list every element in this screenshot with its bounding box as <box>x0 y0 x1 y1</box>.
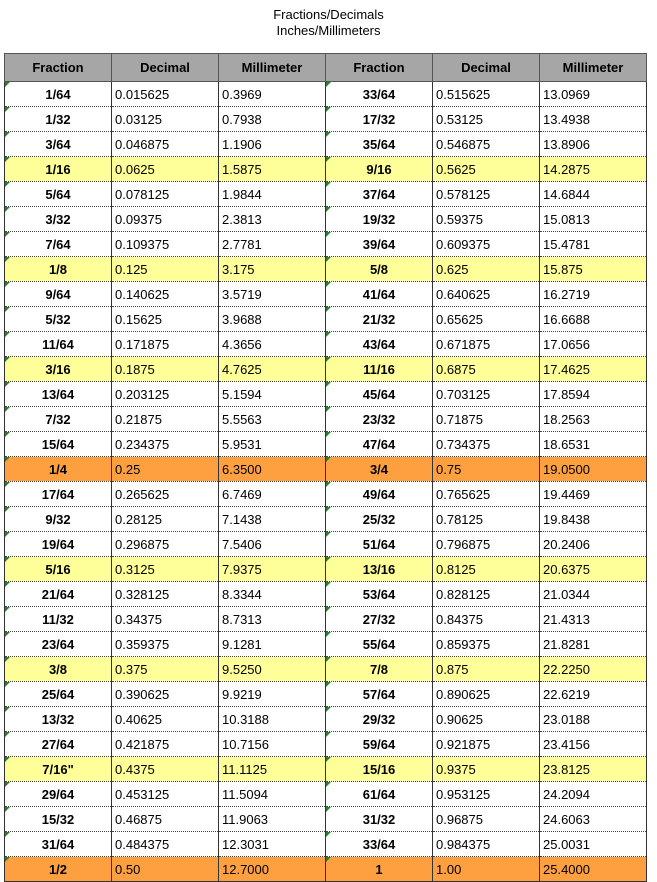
decimal-cell: 0.50 <box>112 857 219 882</box>
decimal-cell: 0.09375 <box>112 207 219 232</box>
table-row <box>5 182 647 207</box>
fraction-cell: 17/64 <box>5 482 112 507</box>
millimeter-cell: 3.9688 <box>219 307 326 332</box>
table-row <box>5 707 647 732</box>
fraction-cell: 29/64 <box>5 782 112 807</box>
table-row <box>5 207 647 232</box>
table-row <box>5 457 647 482</box>
table-row <box>5 357 647 382</box>
millimeter-cell: 15.875 <box>540 257 647 282</box>
table-row <box>5 132 647 157</box>
table-row <box>5 82 647 107</box>
table-row <box>5 757 647 782</box>
fraction-cell: 3/32 <box>5 207 112 232</box>
decimal-cell: 0.796875 <box>433 532 540 557</box>
fraction-cell: 1 <box>326 857 433 882</box>
millimeter-cell: 10.3188 <box>219 707 326 732</box>
fraction-cell: 11/16 <box>326 357 433 382</box>
page-title: Fractions/Decimals <box>273 7 384 22</box>
fraction-cell: 19/64 <box>5 532 112 557</box>
table-row <box>5 382 647 407</box>
millimeter-cell: 14.2875 <box>540 157 647 182</box>
decimal-cell: 0.078125 <box>112 182 219 207</box>
decimal-cell: 0.140625 <box>112 282 219 307</box>
millimeter-cell: 23.0188 <box>540 707 647 732</box>
decimal-cell: 0.78125 <box>433 507 540 532</box>
fraction-cell: 7/16" <box>5 757 112 782</box>
decimal-cell: 0.65625 <box>433 307 540 332</box>
millimeter-cell: 1.5875 <box>219 157 326 182</box>
decimal-cell: 0.421875 <box>112 732 219 757</box>
table-row <box>5 407 647 432</box>
fraction-cell: 5/8 <box>326 257 433 282</box>
decimal-cell: 0.28125 <box>112 507 219 532</box>
millimeter-cell: 24.6063 <box>540 807 647 832</box>
table-row <box>5 507 647 532</box>
decimal-cell: 0.265625 <box>112 482 219 507</box>
decimal-cell: 0.390625 <box>112 682 219 707</box>
fraction-cell: 47/64 <box>326 432 433 457</box>
fraction-cell: 43/64 <box>326 332 433 357</box>
decimal-cell: 0.53125 <box>433 107 540 132</box>
millimeter-cell: 15.0813 <box>540 207 647 232</box>
page-subtitle: Inches/Millimeters <box>276 23 381 38</box>
fraction-cell: 15/32 <box>5 807 112 832</box>
decimal-cell: 0.234375 <box>112 432 219 457</box>
decimal-cell: 0.953125 <box>433 782 540 807</box>
fraction-cell: 7/32 <box>5 407 112 432</box>
decimal-cell: 0.734375 <box>433 432 540 457</box>
millimeter-cell: 17.0656 <box>540 332 647 357</box>
fraction-cell: 1/16 <box>5 157 112 182</box>
fraction-cell: 13/64 <box>5 382 112 407</box>
table-row <box>5 332 647 357</box>
millimeter-cell: 9.1281 <box>219 632 326 657</box>
decimal-cell: 0.765625 <box>433 482 540 507</box>
decimal-cell: 0.59375 <box>433 207 540 232</box>
fraction-cell: 1/8 <box>5 257 112 282</box>
header-millimeter-left: Millimeter <box>219 54 326 82</box>
fraction-cell: 9/64 <box>5 282 112 307</box>
fraction-cell: 55/64 <box>326 632 433 657</box>
decimal-cell: 0.03125 <box>112 107 219 132</box>
millimeter-cell: 3.5719 <box>219 282 326 307</box>
header-fraction-left: Fraction <box>5 54 112 82</box>
header-decimal-left: Decimal <box>112 54 219 82</box>
millimeter-cell: 11.9063 <box>219 807 326 832</box>
table-row <box>5 832 647 857</box>
millimeter-cell: 21.0344 <box>540 582 647 607</box>
decimal-cell: 0.546875 <box>433 132 540 157</box>
fraction-cell: 3/8 <box>5 657 112 682</box>
millimeter-cell: 20.2406 <box>540 532 647 557</box>
millimeter-cell: 5.1594 <box>219 382 326 407</box>
millimeter-cell: 5.5563 <box>219 407 326 432</box>
millimeter-cell: 11.5094 <box>219 782 326 807</box>
fraction-cell: 17/32 <box>326 107 433 132</box>
millimeter-cell: 12.3031 <box>219 832 326 857</box>
table-row <box>5 782 647 807</box>
table-row <box>5 582 647 607</box>
table-row <box>5 257 647 282</box>
decimal-cell: 0.625 <box>433 257 540 282</box>
header-decimal-right: Decimal <box>433 54 540 82</box>
millimeter-cell: 13.4938 <box>540 107 647 132</box>
header-millimeter-right: Millimeter <box>540 54 647 82</box>
decimal-cell: 0.3125 <box>112 557 219 582</box>
decimal-cell: 0.859375 <box>433 632 540 657</box>
decimal-cell: 0.15625 <box>112 307 219 332</box>
millimeter-cell: 1.9844 <box>219 182 326 207</box>
header-fraction-right: Fraction <box>326 54 433 82</box>
millimeter-cell: 19.4469 <box>540 482 647 507</box>
decimal-cell: 0.828125 <box>433 582 540 607</box>
decimal-cell: 0.90625 <box>433 707 540 732</box>
decimal-cell: 0.109375 <box>112 232 219 257</box>
decimal-cell: 0.640625 <box>433 282 540 307</box>
decimal-cell: 0.171875 <box>112 332 219 357</box>
millimeter-cell: 21.4313 <box>540 607 647 632</box>
table-row <box>5 807 647 832</box>
conversion-table <box>4 53 647 882</box>
millimeter-cell: 23.4156 <box>540 732 647 757</box>
fraction-cell: 21/32 <box>326 307 433 332</box>
fraction-cell: 31/64 <box>5 832 112 857</box>
millimeter-cell: 25.4000 <box>540 857 647 882</box>
fraction-cell: 59/64 <box>326 732 433 757</box>
fraction-cell: 33/64 <box>326 82 433 107</box>
decimal-cell: 0.359375 <box>112 632 219 657</box>
fraction-cell: 13/16 <box>326 557 433 582</box>
decimal-cell: 0.71875 <box>433 407 540 432</box>
millimeter-cell: 14.6844 <box>540 182 647 207</box>
millimeter-cell: 21.8281 <box>540 632 647 657</box>
millimeter-cell: 16.2719 <box>540 282 647 307</box>
millimeter-cell: 19.0500 <box>540 457 647 482</box>
decimal-cell: 0.21875 <box>112 407 219 432</box>
millimeter-cell: 17.8594 <box>540 382 647 407</box>
millimeter-cell: 6.3500 <box>219 457 326 482</box>
millimeter-cell: 10.7156 <box>219 732 326 757</box>
millimeter-cell: 7.9375 <box>219 557 326 582</box>
fraction-cell: 1/2 <box>5 857 112 882</box>
decimal-cell: 0.015625 <box>112 82 219 107</box>
fraction-cell: 1/64 <box>5 82 112 107</box>
decimal-cell: 0.609375 <box>433 232 540 257</box>
decimal-cell: 0.5625 <box>433 157 540 182</box>
decimal-cell: 0.375 <box>112 657 219 682</box>
table-row <box>5 107 647 132</box>
decimal-cell: 0.0625 <box>112 157 219 182</box>
decimal-cell: 0.9375 <box>433 757 540 782</box>
table-row <box>5 482 647 507</box>
decimal-cell: 0.453125 <box>112 782 219 807</box>
fraction-cell: 5/64 <box>5 182 112 207</box>
table-row <box>5 307 647 332</box>
fraction-cell: 25/32 <box>326 507 433 532</box>
decimal-cell: 0.1875 <box>112 357 219 382</box>
table-row <box>5 732 647 757</box>
decimal-cell: 0.296875 <box>112 532 219 557</box>
fraction-cell: 3/16 <box>5 357 112 382</box>
millimeter-cell: 4.3656 <box>219 332 326 357</box>
table-row <box>5 557 647 582</box>
decimal-cell: 0.4375 <box>112 757 219 782</box>
table-row <box>5 682 647 707</box>
table-row <box>5 432 647 457</box>
decimal-cell: 0.25 <box>112 457 219 482</box>
fraction-cell: 11/64 <box>5 332 112 357</box>
fraction-cell: 45/64 <box>326 382 433 407</box>
millimeter-cell: 1.1906 <box>219 132 326 157</box>
fraction-cell: 9/32 <box>5 507 112 532</box>
millimeter-cell: 9.5250 <box>219 657 326 682</box>
millimeter-cell: 16.6688 <box>540 307 647 332</box>
millimeter-cell: 8.7313 <box>219 607 326 632</box>
decimal-cell: 0.203125 <box>112 382 219 407</box>
decimal-cell: 0.875 <box>433 657 540 682</box>
fraction-cell: 49/64 <box>326 482 433 507</box>
fraction-cell: 27/64 <box>5 732 112 757</box>
fraction-cell: 21/64 <box>5 582 112 607</box>
decimal-cell: 0.484375 <box>112 832 219 857</box>
table-row <box>5 857 647 882</box>
millimeter-cell: 5.9531 <box>219 432 326 457</box>
table-row <box>5 157 647 182</box>
millimeter-cell: 20.6375 <box>540 557 647 582</box>
decimal-cell: 0.703125 <box>433 382 540 407</box>
decimal-cell: 0.34375 <box>112 607 219 632</box>
millimeter-cell: 12.7000 <box>219 857 326 882</box>
table-row <box>5 607 647 632</box>
millimeter-cell: 13.8906 <box>540 132 647 157</box>
decimal-cell: 0.515625 <box>433 82 540 107</box>
fraction-cell: 3/4 <box>326 457 433 482</box>
decimal-cell: 0.671875 <box>433 332 540 357</box>
decimal-cell: 0.984375 <box>433 832 540 857</box>
fraction-cell: 9/16 <box>326 157 433 182</box>
decimal-cell: 0.578125 <box>433 182 540 207</box>
decimal-cell: 0.84375 <box>433 607 540 632</box>
fraction-cell: 1/4 <box>5 457 112 482</box>
millimeter-cell: 13.0969 <box>540 82 647 107</box>
millimeter-cell: 23.8125 <box>540 757 647 782</box>
millimeter-cell: 19.8438 <box>540 507 647 532</box>
table-body <box>5 82 647 882</box>
fraction-cell: 23/64 <box>5 632 112 657</box>
fraction-cell: 31/32 <box>326 807 433 832</box>
millimeter-cell: 18.2563 <box>540 407 647 432</box>
table-row <box>5 632 647 657</box>
fraction-cell: 3/64 <box>5 132 112 157</box>
table-row <box>5 657 647 682</box>
header-row <box>5 54 647 82</box>
decimal-cell: 0.890625 <box>433 682 540 707</box>
decimal-cell: 0.6875 <box>433 357 540 382</box>
millimeter-cell: 7.1438 <box>219 507 326 532</box>
table-row <box>5 232 647 257</box>
decimal-cell: 0.96875 <box>433 807 540 832</box>
fraction-cell: 61/64 <box>326 782 433 807</box>
fraction-cell: 57/64 <box>326 682 433 707</box>
millimeter-cell: 25.0031 <box>540 832 647 857</box>
fraction-cell: 25/64 <box>5 682 112 707</box>
fraction-cell: 11/32 <box>5 607 112 632</box>
table-row <box>5 532 647 557</box>
fraction-cell: 41/64 <box>326 282 433 307</box>
millimeter-cell: 18.6531 <box>540 432 647 457</box>
fraction-cell: 37/64 <box>326 182 433 207</box>
decimal-cell: 0.46875 <box>112 807 219 832</box>
millimeter-cell: 4.7625 <box>219 357 326 382</box>
millimeter-cell: 22.2250 <box>540 657 647 682</box>
millimeter-cell: 24.2094 <box>540 782 647 807</box>
fraction-cell: 23/32 <box>326 407 433 432</box>
millimeter-cell: 3.175 <box>219 257 326 282</box>
table-row <box>5 282 647 307</box>
decimal-cell: 1.00 <box>433 857 540 882</box>
millimeter-cell: 11.1125 <box>219 757 326 782</box>
decimal-cell: 0.046875 <box>112 132 219 157</box>
millimeter-cell: 9.9219 <box>219 682 326 707</box>
millimeter-cell: 2.7781 <box>219 232 326 257</box>
millimeter-cell: 8.3344 <box>219 582 326 607</box>
fraction-cell: 39/64 <box>326 232 433 257</box>
fraction-cell: 1/32 <box>5 107 112 132</box>
millimeter-cell: 6.7469 <box>219 482 326 507</box>
millimeter-cell: 22.6219 <box>540 682 647 707</box>
fraction-cell: 13/32 <box>5 707 112 732</box>
decimal-cell: 0.921875 <box>433 732 540 757</box>
decimal-cell: 0.8125 <box>433 557 540 582</box>
fraction-cell: 51/64 <box>326 532 433 557</box>
millimeter-cell: 7.5406 <box>219 532 326 557</box>
millimeter-cell: 0.7938 <box>219 107 326 132</box>
fraction-cell: 7/64 <box>5 232 112 257</box>
fraction-cell: 53/64 <box>326 582 433 607</box>
fraction-cell: 27/32 <box>326 607 433 632</box>
fraction-cell: 15/16 <box>326 757 433 782</box>
decimal-cell: 0.75 <box>433 457 540 482</box>
millimeter-cell: 0.3969 <box>219 82 326 107</box>
fraction-cell: 19/32 <box>326 207 433 232</box>
decimal-cell: 0.328125 <box>112 582 219 607</box>
decimal-cell: 0.40625 <box>112 707 219 732</box>
millimeter-cell: 2.3813 <box>219 207 326 232</box>
decimal-cell: 0.125 <box>112 257 219 282</box>
fraction-cell: 15/64 <box>5 432 112 457</box>
fraction-cell: 7/8 <box>326 657 433 682</box>
fraction-cell: 33/64 <box>326 832 433 857</box>
fraction-cell: 5/32 <box>5 307 112 332</box>
fraction-cell: 35/64 <box>326 132 433 157</box>
millimeter-cell: 17.4625 <box>540 357 647 382</box>
fraction-cell: 5/16 <box>5 557 112 582</box>
fraction-cell: 29/32 <box>326 707 433 732</box>
millimeter-cell: 15.4781 <box>540 232 647 257</box>
